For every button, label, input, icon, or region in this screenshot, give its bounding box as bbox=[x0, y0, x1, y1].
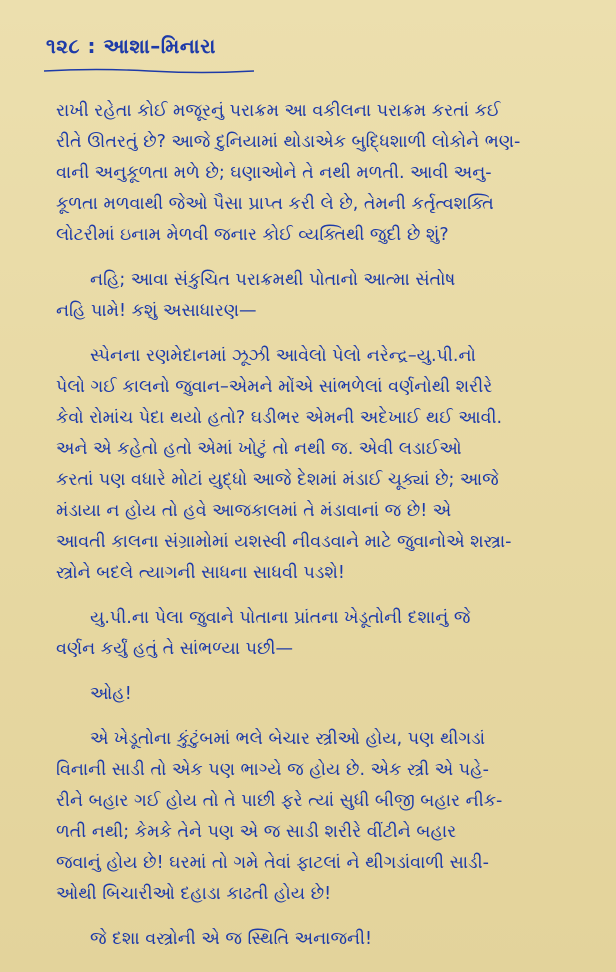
header-ornament-rule bbox=[44, 68, 254, 74]
text-line: ઓહ! bbox=[90, 684, 132, 704]
text-line: કૂળતા મળવાથી જેઓ પૈસા પ્રાપ્ત કરી લે છે, તેમની કર્તૃત્વશક્તિ bbox=[56, 194, 494, 214]
text-line: વિનાની સાડી તો એક પણ ભાગ્યે જ હોય છે. એક સ્ત્રી એ પહે- bbox=[56, 760, 489, 780]
text-line: આવતી કાલના સંગ્રામોમાં યશસ્વી નીવડવાને માટે જુવાનોએ શસ્ત્રા- bbox=[56, 532, 512, 552]
text-line: ળતી નથી; કેમકે તેને પણ એ જ સાડી શરીરે વીંટીને બહાર bbox=[56, 822, 457, 842]
text-line: પેલો ગઈ કાલનો જુવાન–એમને મોંએ સાંભળેલાં વર્ણનોથી શરીરે bbox=[56, 377, 493, 397]
paragraph bbox=[56, 265, 576, 327]
text-line: નહિ પામે! કશું અસાધારણ— bbox=[56, 301, 257, 321]
text-line: લોટરીમાં ઇનામ મેળવી જનાર કોઈ વ્યક્તિથી જુદી છે શું? bbox=[56, 225, 449, 245]
paragraph bbox=[56, 679, 576, 710]
paragraph bbox=[56, 724, 576, 910]
text-line: નહિ; આવા સંકુચિત પરાક્રમથી પોતાનો આત્મા સંતોષ bbox=[90, 270, 456, 290]
text-line: રીતે ઊતરતું છે? આજે દુનિયામાં થોડાએક બુદ્ધિશાળી લોકોને ભણ- bbox=[56, 132, 521, 152]
body-text bbox=[56, 96, 576, 969]
text-line: રાખી રહેતા કોઈ મજૂરનું પરાક્રમ આ વકીલના પરાક્રમ કરતાં કઈ bbox=[56, 101, 501, 121]
text-line: રીને બહાર ગઈ હોય તો તે પાછી ફરે ત્યાં સુધી બીજી બહાર નીક- bbox=[56, 791, 503, 811]
text-line: કરતાં પણ વધારે મોટાં યુદ્ધો આજે દેશમાં મંડાઈ ચૂક્યાં છે; આજે bbox=[56, 470, 499, 490]
text-line: એ ખેડૂતોના કુંટુંબમાં ભલે બેચાર સ્ત્રીઓ હોય, પણ થીગડાં bbox=[90, 729, 486, 749]
text-line: વર્ણન કર્યું હતું તે સાંભળ્યા પછી— bbox=[56, 639, 293, 659]
text-line: જવાનું હોય છે! ઘરમાં તો ગમે તેવાં ફાટલાં ને થીગડાંવાળી સાડી- bbox=[56, 853, 489, 873]
text-line: સ્પેનના રણમેદાનમાં ઝૂઝી આવેલો પેલો નરેન્દ્ર–યુ.પી.નો bbox=[90, 346, 476, 366]
text-line: સ્ત્રોને બદલે ત્યાગની સાધના સાધવી પડશે! bbox=[56, 563, 345, 583]
paragraph bbox=[56, 341, 576, 589]
paragraph bbox=[56, 603, 576, 665]
paragraph bbox=[56, 96, 576, 251]
text-line: ઓથી બિચારીઓ દહાડા કાઢતી હોય છે! bbox=[56, 884, 332, 904]
text-line: જે દશા વસ્ત્રોની એ જ સ્થિતિ અનાજની! bbox=[90, 929, 373, 949]
paragraph bbox=[56, 924, 576, 955]
page-header: ૧૨૮ : આશા–મિનારા bbox=[46, 34, 216, 58]
text-line: કેવો રોમાંચ પેદા થયો હતો? ઘડીભર એમની અદેખાઈ થઈ આવી. bbox=[56, 408, 503, 428]
text-line: યુ.પી.ના પેલા જુવાને પોતાના પ્રાંતના ખેડૂતોની દશાનું જે bbox=[90, 608, 471, 628]
text-line: મંડાયા ન હોય તો હવે આજકાલમાં તે મંડાવાનાં જ છે! એ bbox=[56, 501, 452, 521]
text-line: અને એ કહેતો હતો એમાં ખોટું તો નથી જ. એવી લડાઈઓ bbox=[56, 439, 462, 459]
text-line: વાની અનુકૂળતા મળે છે; ઘણાઓને તે નથી મળતી. આવી અનુ- bbox=[56, 163, 492, 183]
